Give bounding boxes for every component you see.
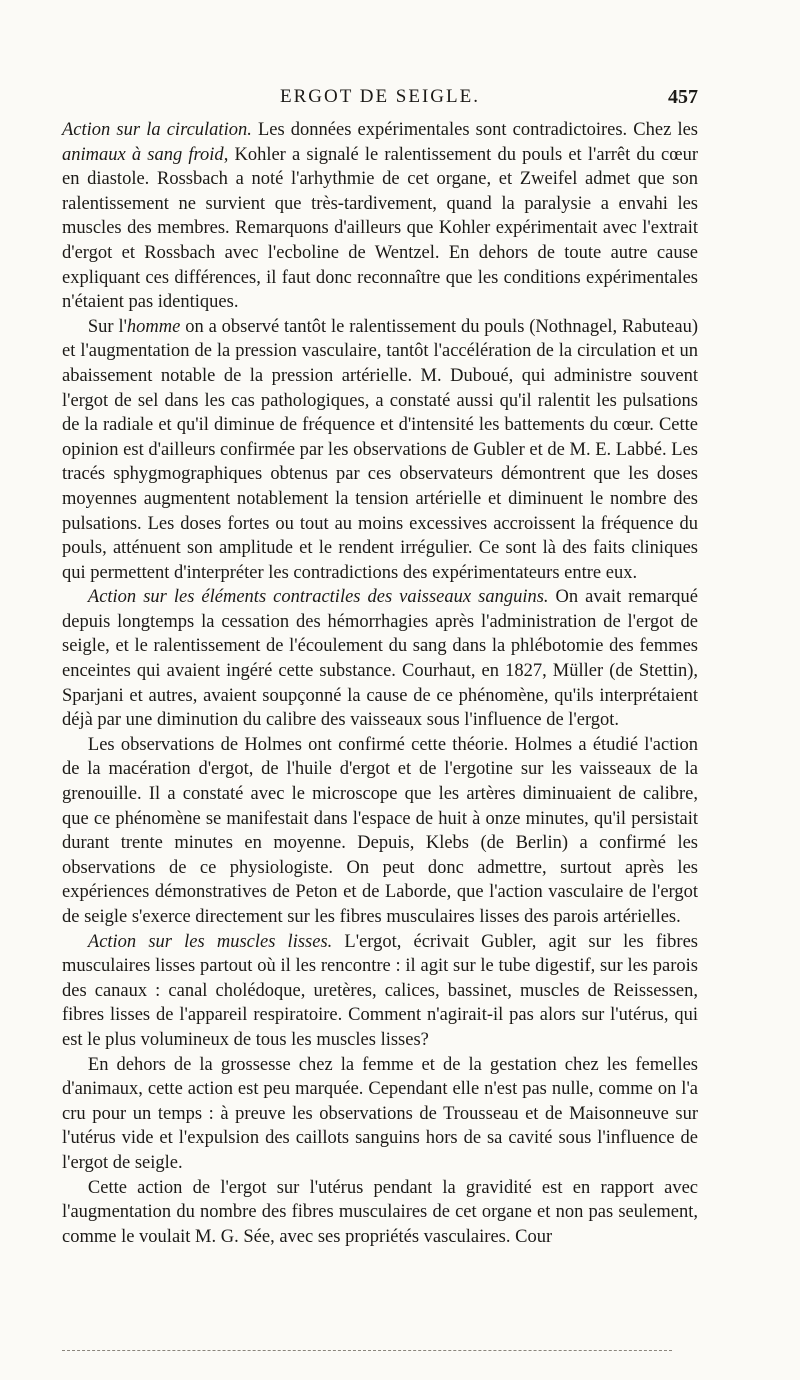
section-lead: Action sur la circulation. bbox=[62, 120, 252, 140]
page-body bbox=[62, 118, 698, 1249]
running-title: ERGOT DE SEIGLE. bbox=[280, 86, 480, 107]
paragraph-text: Les observations de Holmes ont confirmé cette théorie. Holmes a étudié l'action de la macération d'ergot, de l'huile d'ergot et de l'ergotine sur les vaisseaux de la grenouille. Il a constaté avec le microscope que les artères diminuaient de calibre, que ce phénomène se manifestait dans l'espace de huit à onze minutes, qu'il persistait durant trente minutes en moyenne. Depuis, Klebs (de Berlin) a confirmé les observations de ce physiologiste. On peut donc admettre, surtout après les expériences démonstratives de Peton et de Laborde, que l'action vasculaire de l'ergot de seigle s'exerce directement sur les fibres musculaires lisses des parois artérielles. bbox=[62, 734, 698, 927]
emphasis: homme bbox=[126, 316, 181, 337]
section-lead: Action sur les muscles lisses. bbox=[87, 931, 333, 952]
paragraph-text: Les données expérimentales sont contradictoires. Chez les bbox=[251, 120, 699, 140]
paragraph-text: Sur l' bbox=[87, 316, 127, 337]
page-number: 457 bbox=[668, 86, 698, 108]
paragraph-text: On avait remarqué depuis longtemps la cessation des hémorrhagies après l'administration de l'ergot de seigle, et le ralentissement de l'écoulement du sang dans la phlébotomie des femmes enceintes qui avaient ingéré cette substance. Courhaut, en 1827, Müller (de Stettin), Sparjani et autres, avaient soupçonné la cause de ce phénomène, qu'ils interprétaient déjà par une diminution du calibre des vaisseaux sous l'influence de l'ergot. bbox=[62, 587, 698, 731]
running-header bbox=[62, 86, 698, 112]
paragraph-muscles-lisses bbox=[62, 930, 698, 1053]
paragraph-text: , Kohler a signalé le ralentissement du pouls et l'arrêt du cœur en diastole. Rossbach a noté l'arhythmie de cet organe, et Zweifel admet que son ralentissement ne survient que très-tardivement, quand la paralysie a envahi les muscles des membres. Remarquons d'ailleurs que Kohler expérimentait avec l'extrait d'ergot et Rossbach avec l'ecboline de Wentzel. En dehors de toute autre cause expliquant ces différences, il faut donc reconnaître que les conditions expérimentales n'étaient pas identiques. bbox=[62, 144, 698, 313]
paragraph-holmes bbox=[62, 733, 698, 930]
paragraph-homme bbox=[62, 315, 698, 586]
paragraph-text: L'ergot, écrivait Gubler, agit sur les fibres musculaires lisses partout où il les rencontre : il agit sur le tube digestif, sur les parois des canaux : canal cholédoque, uretères, calices, bassinet, muscles de Reissessen, fibres lisses de l'appareil respiratoire. Comment n'agirait-il pas alors sur l'utérus, qui est le plus volumineux de tous les muscles lisses? bbox=[62, 931, 698, 1050]
emphasis: animaux à sang froid bbox=[62, 144, 224, 165]
paragraph-text: En dehors de la grossesse chez la femme et de la gestation chez les femelles d'animaux, cette action est peu marquée. Cependant elle n'est pas nulle, comme on l'a cru pour un temps : à preuve les observations de Trousseau et de Maisonneuve sur l'utérus vide et l'expulsion des caillots sanguins hors de sa cavité sous l'influence de l'ergot de seigle. bbox=[62, 1054, 698, 1173]
paragraph-text: Cette action de l'ergot sur l'utérus pendant la gravidité est en rapport avec l'augmentation du nombre des fibres musculaires de cet organe et non pas seulement, comme le voulait M. G. Sée, avec ses propriétés vasculaires. Cour bbox=[62, 1177, 698, 1247]
paragraph-grossesse bbox=[62, 1053, 698, 1176]
paragraph-circulation bbox=[62, 118, 698, 315]
paragraph-gravidite bbox=[62, 1176, 698, 1250]
bottom-rule bbox=[62, 1350, 672, 1351]
paragraph-text: on a observé tantôt le ralentissement du pouls (Nothnagel, Rabuteau) et l'augmentation de la pression vasculaire, tantôt l'accélération de la circulation et un abaissement notable de la pression artérielle. M. Duboué, qui administre souvent l'ergot de sel dans les cas pathologiques, a constaté aussi qu'il ralentit les pulsations de la radiale et qu'il diminue de fréquence et d'intensité les battements du cœur. Cette opinion est d'ailleurs confirmée par les observations de Gubler et de M. E. Labbé. Les tracés sphygmographiques obtenus par ces observateurs démontrent que les doses moyennes augmentent notablement la tension artérielle et diminuent le nombre des pulsations. Les doses fortes ou tout au moins excessives accroissent la fréquence du pouls, atténuent son amplitude et le rendent irrégulier. Ce sont là des faits cliniques qui permettent d'interpréter les contradictions des expérimentateurs entre eux. bbox=[62, 316, 698, 583]
section-lead: Action sur les éléments contractiles des vaisseaux sanguins. bbox=[87, 587, 549, 608]
paragraph-vaisseaux bbox=[62, 585, 698, 733]
